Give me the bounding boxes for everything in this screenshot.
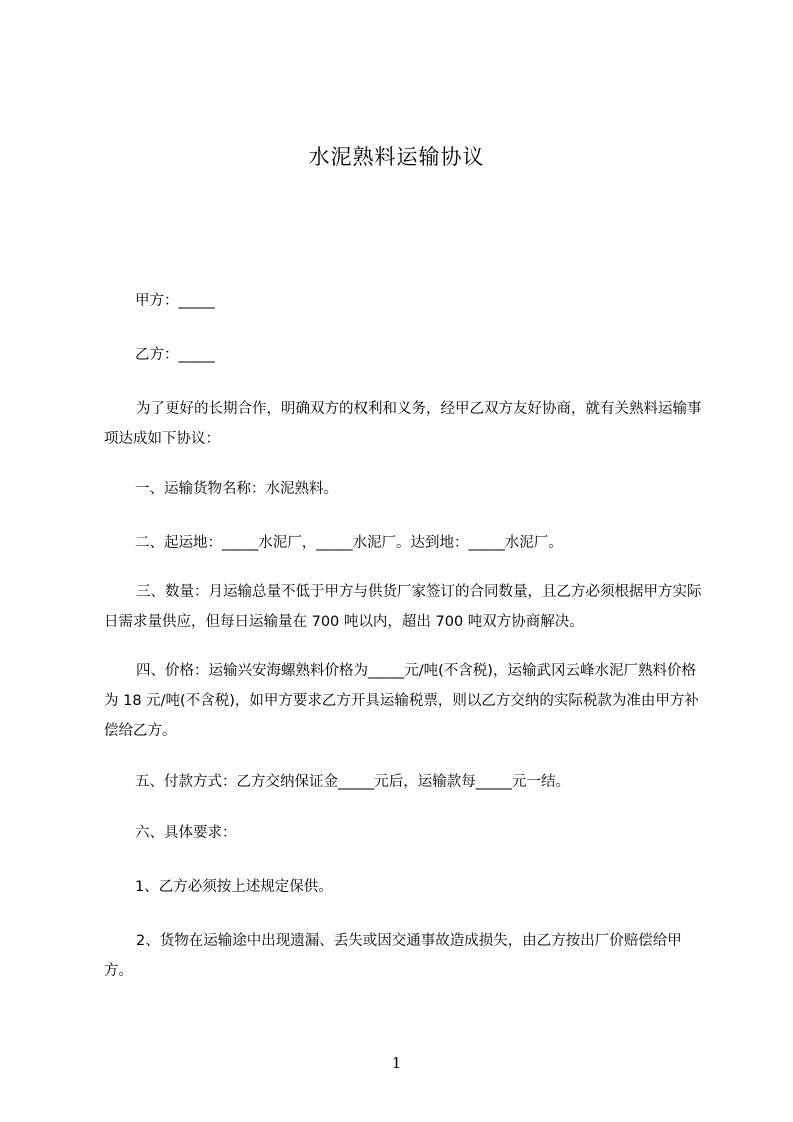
requirement-2: 2、货物在运输途中出现遗漏、丢失或因交通事故造成损失，由乙方按出厂价赔偿给甲方。 (104, 933, 682, 979)
clause-4: 四、价格：运输兴安海螺熟料价格为_____元/吨(不含税)，运输武冈云峰水泥厂熟料价格为 18 元/吨(不含税)，如甲方要求乙方开具运输税票，则以乙方交纳的实际税款为准由甲方补偿给乙方。 (104, 663, 699, 739)
document-title: 水泥熟料运输协议 (308, 145, 485, 169)
clause-5: 五、付款方式：乙方交纳保证金_____元后，运输款每_____元一结。 (135, 774, 570, 790)
intro-paragraph: 为了更好的长期合作，明确双方的权利和义务，经甲乙双方友好协商，就有关熟料运输事项达成如下协议： (104, 401, 702, 447)
clause-1: 一、运输货物名称：水泥熟料。 (135, 481, 338, 497)
party-b-line: 乙方：_____ (135, 347, 215, 363)
requirement-1: 1、乙方必须按上述规定保供。 (135, 879, 333, 895)
party-a-line: 甲方：_____ (135, 293, 215, 309)
clause-3: 三、数量：月运输总量不低于甲方与供货厂家签订的合同数量，且乙方必须根据甲方实际日需求量供应，但每日运输量在 700 吨以内，超出 700 吨双方协商解决。 (104, 584, 702, 630)
clause-2: 二、起运地：_____水泥厂，_____水泥厂。达到地：_____水泥厂。 (135, 535, 563, 551)
page-number: 1 (391, 1054, 402, 1072)
clause-6: 六、具体要求： (135, 825, 237, 841)
